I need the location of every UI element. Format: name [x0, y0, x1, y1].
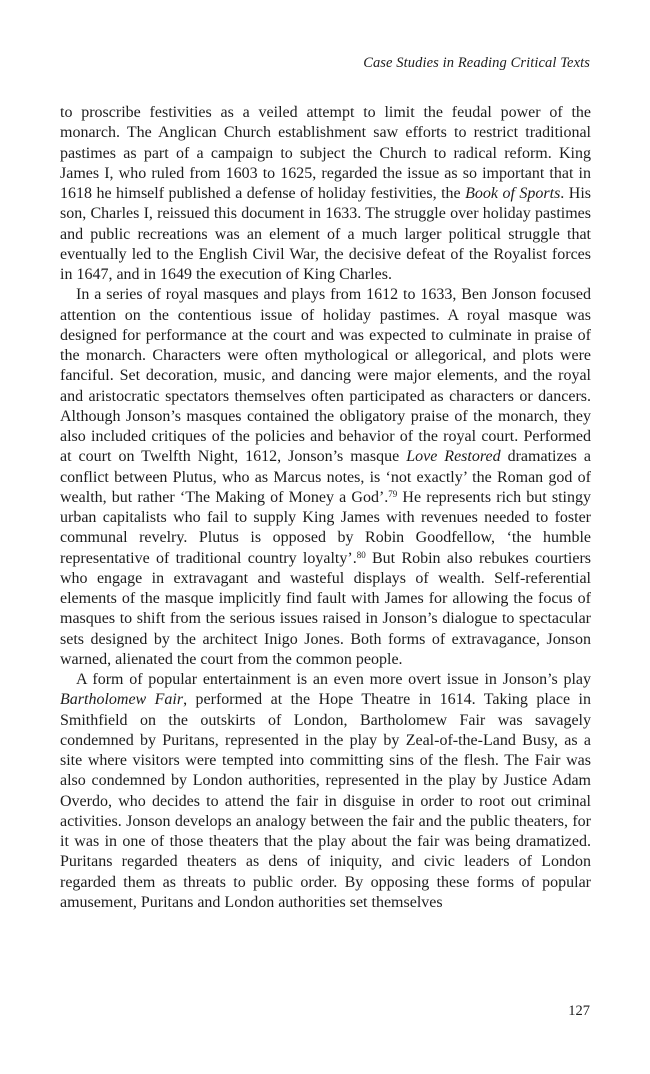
text-run: A form of popular entertainment is an even more overt issue in Jonson’s play: [76, 671, 591, 688]
paragraph: [60, 103, 591, 285]
italic-title: Love Restored: [406, 448, 501, 466]
footnote-ref: 80: [356, 549, 366, 560]
page-number: 127: [568, 1003, 590, 1019]
italic-title: Book of Sports: [465, 185, 561, 202]
text-run: , performed at the Hope Theatre in 1614. Taking place in Smithfield on the outskirts of London, Bartholomew Fair was savagely condemned by Puritans, represented in the play by Zeal-of-the-Land Busy, as a site where visitors were tempted into committing sins of the flesh. The Fair was also condemned by London authorities, represented in the play by Justice Adam Overdo, who decides to attend the fair in disguise in order to root out criminal activities. Jonson develops an analogy between the fair and the public theaters, for it was in one of those theaters that the play about the fair was being dramatized. Puritans regarded theaters as dens of iniquity, and civic leaders of London regarded them as threats to public order. By opposing these forms of popular amusement, Puritans and London authorities set themselves: [60, 691, 591, 911]
text-run: He represents rich but stingy urban capitalists who fail to supply King James with revenues needed to foster communal revelry. Plutus is opposed by Robin Goodfellow, ‘the humble representative of traditional country loyalty’.: [60, 488, 591, 567]
text-run: In a series of royal masques and plays from 1612 to 1633, Ben Jonson focused attention on the contentious issue of holiday pastimes. A royal masque was designed for performance at the court and was expected to culminate in praise of the monarch. Characters were often mythological or allegorical, and plots were fanciful. Set decoration, music, and dancing were major elements, and the royal and aristocratic spectators themselves often participated as characters or dancers. Although Jonson’s masques contained the obligatory praise of the monarch, they also included critiques of the policies and behavior of the royal court. Performed at court on Twelfth Night, 1612, Jonson’s masque: [60, 286, 591, 466]
paragraph: [60, 670, 591, 913]
italic-title: Bartholomew Fair: [60, 691, 184, 709]
text-run: . His son, Charles I, reissued this document in 1633. The struggle over holiday pastimes and public recreations was an element of a much larger political struggle that eventually led to the English Civil War, the decisive defeat of the Royalist forces in 1647, and in 1649 the execution of King Charles.: [60, 185, 591, 283]
text-run: to proscribe festivities as a veiled attempt to limit the feudal power of the monarch. The Anglican Church establishment saw efforts to restrict traditional pastimes as part of a campaign to subject the Church to radical reform. King James I, who ruled from 1603 to 1625, regarded the issue as so important that in 1618 he himself published a defense of holiday festivities, the: [60, 104, 591, 202]
footnote-ref: 79: [388, 488, 398, 499]
running-head: Case Studies in Reading Critical Texts: [363, 55, 590, 71]
paragraph: [60, 285, 591, 670]
text-run: But Robin also rebukes courtiers who engage in extravagant and wasteful displays of wealth. Self-referential elements of the masque implicitly find fault with James for allowing the focus of masques to shift from the serious issues raised in Jonson’s dialogue to spectacular sets designed by the architect Inigo Jones. Both forms of extravagance, Jonson warned, alienated the court from the common people.: [60, 549, 591, 668]
body-text: [60, 103, 591, 913]
text-run: dramatizes a conflict between Plutus, who as Marcus notes, is ‘not exactly’ the Roman god of wealth, but rather ‘The Making of Money a God’.: [60, 448, 592, 506]
